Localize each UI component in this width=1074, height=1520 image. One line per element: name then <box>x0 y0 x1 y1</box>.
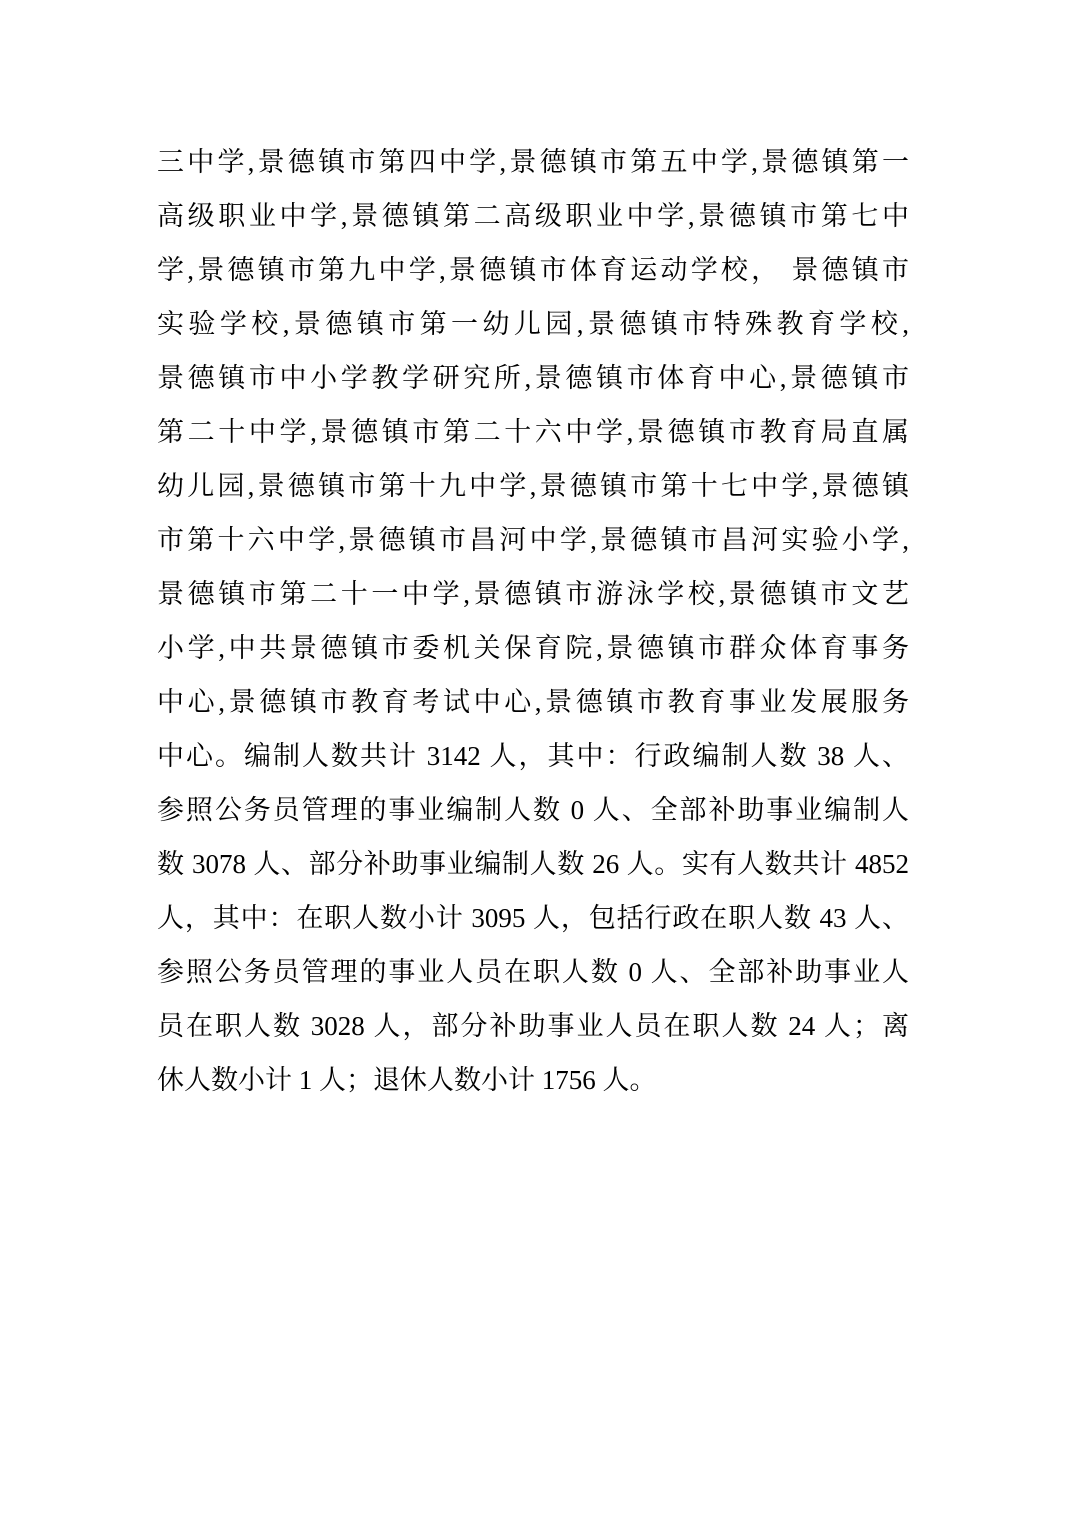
text-line: 小学,中共景德镇市委机关保育院,景德镇市群众体育事务 <box>157 633 909 663</box>
text-line: 人，其中：在职人数小计 3095 人，包括行政在职人数 43 人、 <box>157 903 909 933</box>
text-line: 中心,景德镇市教育考试中心,景德镇市教育事业发展服务 <box>157 687 909 717</box>
document-body-text <box>157 135 909 1107</box>
text-line: 参照公务员管理的事业人员在职人数 0 人、全部补助事业人 <box>157 957 909 987</box>
text-line: 实验学校,景德镇市第一幼儿园,景德镇市特殊教育学校, <box>157 309 909 339</box>
text-line: 高级职业中学,景德镇第二高级职业中学,景德镇市第七中 <box>157 201 909 231</box>
text-line: 市第十六中学,景德镇市昌河中学,景德镇市昌河实验小学, <box>157 525 909 555</box>
text-line: 休人数小计 1 人；退休人数小计 1756 人。 <box>157 1065 657 1095</box>
text-line: 中心。编制人数共计 3142 人，其中：行政编制人数 38 人、 <box>157 741 909 771</box>
text-line: 第二十中学,景德镇市第二十六中学,景德镇市教育局直属 <box>157 417 909 447</box>
text-line: 景德镇市中小学教学研究所,景德镇市体育中心,景德镇市 <box>157 363 909 393</box>
text-line: 景德镇市第二十一中学,景德镇市游泳学校,景德镇市文艺 <box>157 579 909 609</box>
text-line: 数 3078 人、部分补助事业编制人数 26 人。实有人数共计 4852 <box>157 849 909 879</box>
text-line: 员在职人数 3028 人，部分补助事业人员在职人数 24 人；离 <box>157 1011 909 1041</box>
text-line: 幼儿园,景德镇市第十九中学,景德镇市第十七中学,景德镇 <box>157 471 909 501</box>
text-line: 学,景德镇市第九中学,景德镇市体育运动学校， 景德镇市 <box>157 255 909 285</box>
text-line: 三中学,景德镇市第四中学,景德镇市第五中学,景德镇第一 <box>157 147 909 177</box>
text-line: 参照公务员管理的事业编制人数 0 人、全部补助事业编制人 <box>157 795 909 825</box>
